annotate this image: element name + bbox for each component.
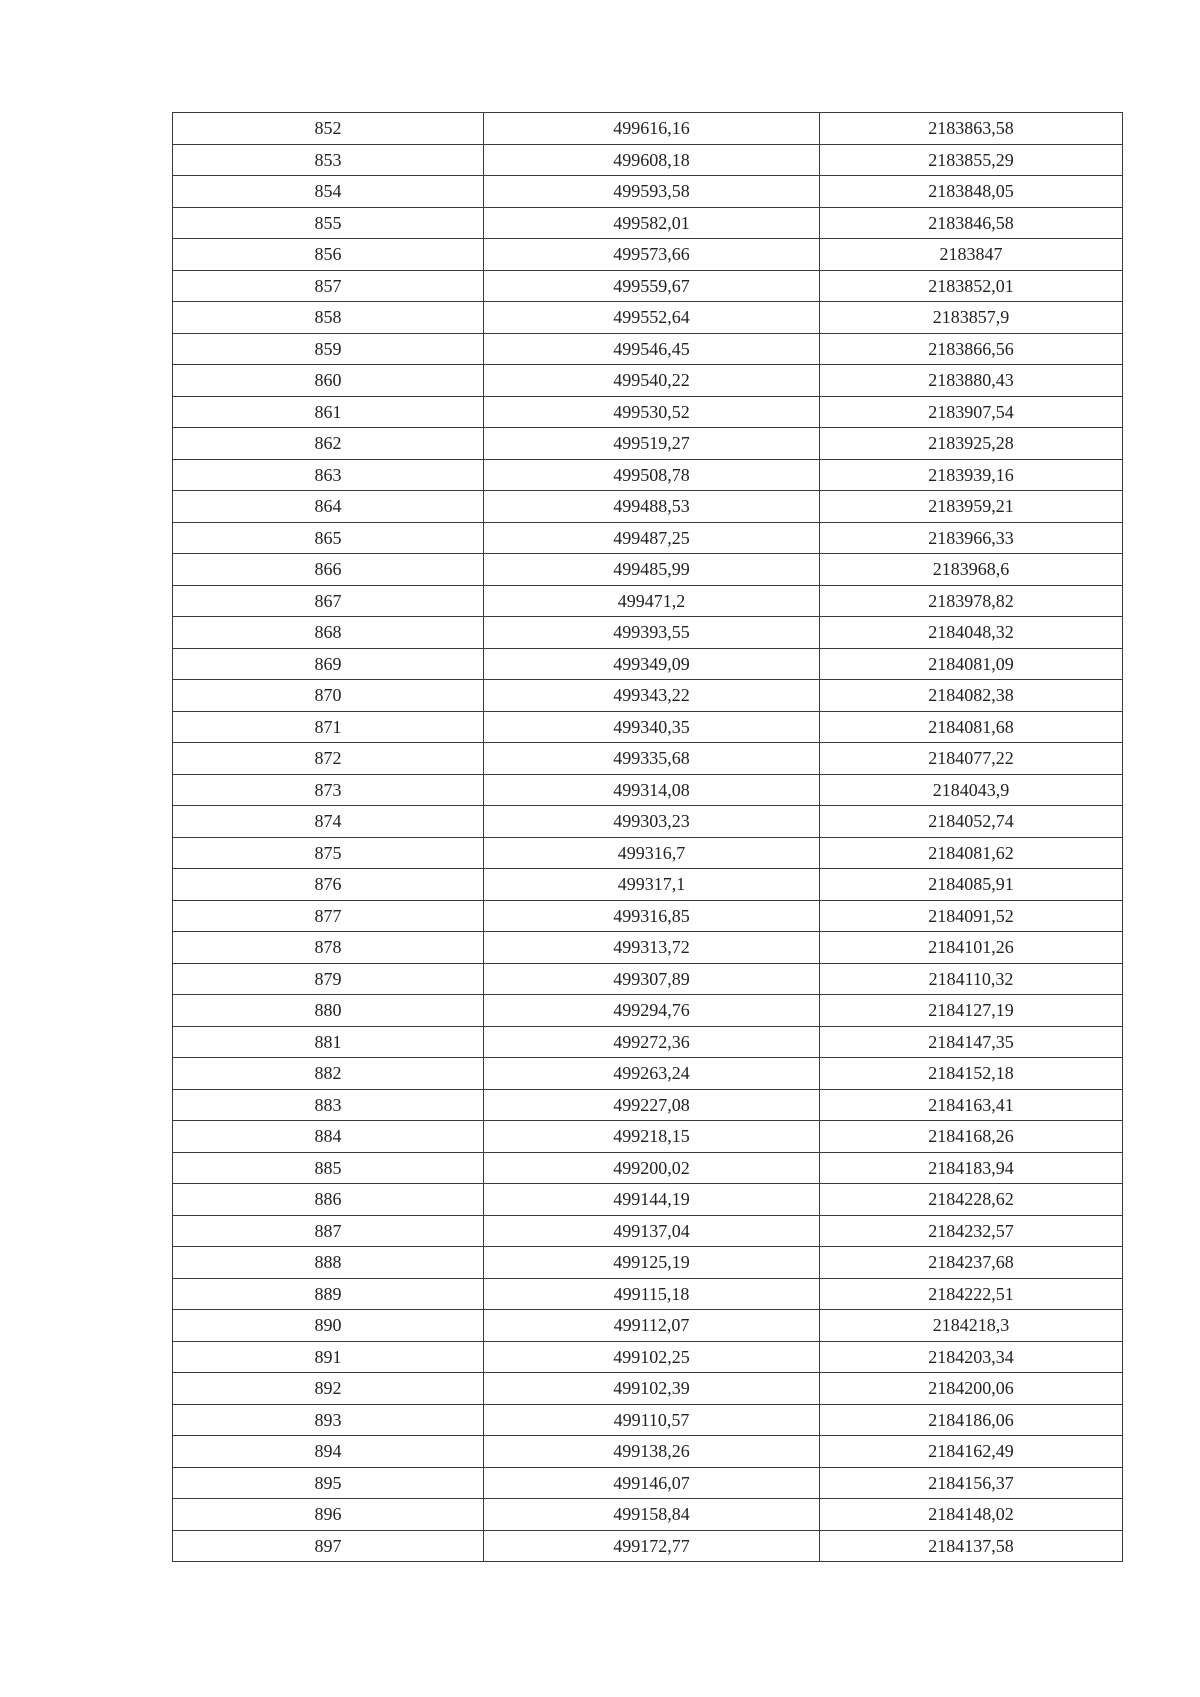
y-coordinate-cell: 2184048,32 (820, 617, 1123, 649)
y-coordinate-cell: 2184085,91 (820, 869, 1123, 901)
x-coordinate-cell: 499307,89 (484, 963, 820, 995)
y-coordinate-cell: 2183939,16 (820, 459, 1123, 491)
point-number-cell: 856 (173, 239, 484, 271)
point-number-cell: 875 (173, 837, 484, 869)
point-number-cell: 863 (173, 459, 484, 491)
table-row (173, 1341, 1123, 1373)
y-coordinate-cell: 2184127,19 (820, 995, 1123, 1027)
x-coordinate-cell: 499146,07 (484, 1467, 820, 1499)
x-coordinate-cell: 499343,22 (484, 680, 820, 712)
table-row (173, 995, 1123, 1027)
y-coordinate-cell: 2184232,57 (820, 1215, 1123, 1247)
table-row (173, 774, 1123, 806)
x-coordinate-cell: 499540,22 (484, 365, 820, 397)
x-coordinate-cell: 499144,19 (484, 1184, 820, 1216)
y-coordinate-cell: 2183866,56 (820, 333, 1123, 365)
point-number-cell: 854 (173, 176, 484, 208)
x-coordinate-cell: 499485,99 (484, 554, 820, 586)
point-number-cell: 890 (173, 1310, 484, 1342)
table-row (173, 459, 1123, 491)
y-coordinate-cell: 2183857,9 (820, 302, 1123, 334)
point-number-cell: 869 (173, 648, 484, 680)
point-number-cell: 862 (173, 428, 484, 460)
x-coordinate-cell: 499487,25 (484, 522, 820, 554)
y-coordinate-cell: 2184077,22 (820, 743, 1123, 775)
table-row (173, 1310, 1123, 1342)
table-row (173, 1499, 1123, 1531)
point-number-cell: 894 (173, 1436, 484, 1468)
coordinates-table (172, 112, 1123, 1562)
x-coordinate-cell: 499552,64 (484, 302, 820, 334)
y-coordinate-cell: 2183855,29 (820, 144, 1123, 176)
y-coordinate-cell: 2184043,9 (820, 774, 1123, 806)
y-coordinate-cell: 2183978,82 (820, 585, 1123, 617)
y-coordinate-cell: 2184101,26 (820, 932, 1123, 964)
point-number-cell: 872 (173, 743, 484, 775)
point-number-cell: 882 (173, 1058, 484, 1090)
point-number-cell: 877 (173, 900, 484, 932)
point-number-cell: 883 (173, 1089, 484, 1121)
x-coordinate-cell: 499172,77 (484, 1530, 820, 1562)
table-row (173, 680, 1123, 712)
y-coordinate-cell: 2184200,06 (820, 1373, 1123, 1405)
x-coordinate-cell: 499137,04 (484, 1215, 820, 1247)
table-row (173, 806, 1123, 838)
x-coordinate-cell: 499102,39 (484, 1373, 820, 1405)
x-coordinate-cell: 499608,18 (484, 144, 820, 176)
x-coordinate-cell: 499393,55 (484, 617, 820, 649)
y-coordinate-cell: 2183959,21 (820, 491, 1123, 523)
point-number-cell: 853 (173, 144, 484, 176)
x-coordinate-cell: 499519,27 (484, 428, 820, 460)
y-coordinate-cell: 2184228,62 (820, 1184, 1123, 1216)
table-row (173, 932, 1123, 964)
table-row (173, 1436, 1123, 1468)
point-number-cell: 892 (173, 1373, 484, 1405)
y-coordinate-cell: 2183848,05 (820, 176, 1123, 208)
table-row (173, 1373, 1123, 1405)
table-row (173, 1089, 1123, 1121)
x-coordinate-cell: 499110,57 (484, 1404, 820, 1436)
table-row (173, 113, 1123, 145)
x-coordinate-cell: 499340,35 (484, 711, 820, 743)
table-row (173, 554, 1123, 586)
x-coordinate-cell: 499200,02 (484, 1152, 820, 1184)
y-coordinate-cell: 2183847 (820, 239, 1123, 271)
x-coordinate-cell: 499508,78 (484, 459, 820, 491)
table-row (173, 522, 1123, 554)
table-row (173, 491, 1123, 523)
table-row (173, 176, 1123, 208)
point-number-cell: 889 (173, 1278, 484, 1310)
x-coordinate-cell: 499272,36 (484, 1026, 820, 1058)
x-coordinate-cell: 499471,2 (484, 585, 820, 617)
y-coordinate-cell: 2184091,52 (820, 900, 1123, 932)
table-row (173, 1184, 1123, 1216)
point-number-cell: 879 (173, 963, 484, 995)
x-coordinate-cell: 499263,24 (484, 1058, 820, 1090)
y-coordinate-cell: 2184222,51 (820, 1278, 1123, 1310)
y-coordinate-cell: 2184168,26 (820, 1121, 1123, 1153)
point-number-cell: 878 (173, 932, 484, 964)
y-coordinate-cell: 2183880,43 (820, 365, 1123, 397)
table-row (173, 743, 1123, 775)
y-coordinate-cell: 2184147,35 (820, 1026, 1123, 1058)
x-coordinate-cell: 499593,58 (484, 176, 820, 208)
point-number-cell: 857 (173, 270, 484, 302)
y-coordinate-cell: 2184163,41 (820, 1089, 1123, 1121)
point-number-cell: 896 (173, 1499, 484, 1531)
point-number-cell: 887 (173, 1215, 484, 1247)
table-row (173, 302, 1123, 334)
x-coordinate-cell: 499294,76 (484, 995, 820, 1027)
y-coordinate-cell: 2183852,01 (820, 270, 1123, 302)
table-row (173, 1026, 1123, 1058)
x-coordinate-cell: 499573,66 (484, 239, 820, 271)
table-row (173, 207, 1123, 239)
y-coordinate-cell: 2183968,6 (820, 554, 1123, 586)
point-number-cell: 861 (173, 396, 484, 428)
point-number-cell: 852 (173, 113, 484, 145)
table-row (173, 900, 1123, 932)
table-row (173, 365, 1123, 397)
y-coordinate-cell: 2184081,62 (820, 837, 1123, 869)
point-number-cell: 888 (173, 1247, 484, 1279)
y-coordinate-cell: 2184186,06 (820, 1404, 1123, 1436)
table-row (173, 1404, 1123, 1436)
y-coordinate-cell: 2184081,68 (820, 711, 1123, 743)
x-coordinate-cell: 499546,45 (484, 333, 820, 365)
table-row (173, 1247, 1123, 1279)
x-coordinate-cell: 499112,07 (484, 1310, 820, 1342)
y-coordinate-cell: 2183846,58 (820, 207, 1123, 239)
table-row (173, 837, 1123, 869)
x-coordinate-cell: 499158,84 (484, 1499, 820, 1531)
table-row (173, 585, 1123, 617)
point-number-cell: 866 (173, 554, 484, 586)
y-coordinate-cell: 2184152,18 (820, 1058, 1123, 1090)
x-coordinate-cell: 499313,72 (484, 932, 820, 964)
x-coordinate-cell: 499314,08 (484, 774, 820, 806)
point-number-cell: 860 (173, 365, 484, 397)
x-coordinate-cell: 499115,18 (484, 1278, 820, 1310)
point-number-cell: 870 (173, 680, 484, 712)
point-number-cell: 876 (173, 869, 484, 901)
table-row (173, 144, 1123, 176)
point-number-cell: 867 (173, 585, 484, 617)
table-row (173, 963, 1123, 995)
x-coordinate-cell: 499317,1 (484, 869, 820, 901)
x-coordinate-cell: 499218,15 (484, 1121, 820, 1153)
x-coordinate-cell: 499616,16 (484, 113, 820, 145)
point-number-cell: 858 (173, 302, 484, 334)
x-coordinate-cell: 499335,68 (484, 743, 820, 775)
coordinates-table-body (173, 113, 1123, 1562)
table-row (173, 396, 1123, 428)
table-row (173, 270, 1123, 302)
x-coordinate-cell: 499138,26 (484, 1436, 820, 1468)
x-coordinate-cell: 499102,25 (484, 1341, 820, 1373)
y-coordinate-cell: 2183863,58 (820, 113, 1123, 145)
y-coordinate-cell: 2184082,38 (820, 680, 1123, 712)
table-row (173, 1530, 1123, 1562)
x-coordinate-cell: 499488,53 (484, 491, 820, 523)
x-coordinate-cell: 499530,52 (484, 396, 820, 428)
point-number-cell: 871 (173, 711, 484, 743)
x-coordinate-cell: 499316,85 (484, 900, 820, 932)
point-number-cell: 873 (173, 774, 484, 806)
y-coordinate-cell: 2184183,94 (820, 1152, 1123, 1184)
x-coordinate-cell: 499316,7 (484, 837, 820, 869)
y-coordinate-cell: 2184156,37 (820, 1467, 1123, 1499)
x-coordinate-cell: 499125,19 (484, 1247, 820, 1279)
y-coordinate-cell: 2184162,49 (820, 1436, 1123, 1468)
table-row (173, 711, 1123, 743)
x-coordinate-cell: 499227,08 (484, 1089, 820, 1121)
point-number-cell: 895 (173, 1467, 484, 1499)
y-coordinate-cell: 2184218,3 (820, 1310, 1123, 1342)
point-number-cell: 891 (173, 1341, 484, 1373)
y-coordinate-cell: 2184148,02 (820, 1499, 1123, 1531)
y-coordinate-cell: 2183907,54 (820, 396, 1123, 428)
table-row (173, 1215, 1123, 1247)
point-number-cell: 855 (173, 207, 484, 239)
point-number-cell: 864 (173, 491, 484, 523)
y-coordinate-cell: 2184110,32 (820, 963, 1123, 995)
table-row (173, 648, 1123, 680)
point-number-cell: 868 (173, 617, 484, 649)
point-number-cell: 884 (173, 1121, 484, 1153)
table-row (173, 1467, 1123, 1499)
y-coordinate-cell: 2183925,28 (820, 428, 1123, 460)
x-coordinate-cell: 499559,67 (484, 270, 820, 302)
point-number-cell: 897 (173, 1530, 484, 1562)
y-coordinate-cell: 2183966,33 (820, 522, 1123, 554)
x-coordinate-cell: 499582,01 (484, 207, 820, 239)
point-number-cell: 880 (173, 995, 484, 1027)
y-coordinate-cell: 2184203,34 (820, 1341, 1123, 1373)
table-row (173, 617, 1123, 649)
x-coordinate-cell: 499349,09 (484, 648, 820, 680)
table-row (173, 239, 1123, 271)
y-coordinate-cell: 2184081,09 (820, 648, 1123, 680)
point-number-cell: 893 (173, 1404, 484, 1436)
y-coordinate-cell: 2184237,68 (820, 1247, 1123, 1279)
point-number-cell: 886 (173, 1184, 484, 1216)
point-number-cell: 881 (173, 1026, 484, 1058)
table-row (173, 1278, 1123, 1310)
y-coordinate-cell: 2184052,74 (820, 806, 1123, 838)
point-number-cell: 885 (173, 1152, 484, 1184)
table-row (173, 869, 1123, 901)
table-row (173, 1152, 1123, 1184)
x-coordinate-cell: 499303,23 (484, 806, 820, 838)
table-row (173, 1058, 1123, 1090)
table-row (173, 1121, 1123, 1153)
point-number-cell: 865 (173, 522, 484, 554)
table-row (173, 428, 1123, 460)
table-row (173, 333, 1123, 365)
point-number-cell: 874 (173, 806, 484, 838)
point-number-cell: 859 (173, 333, 484, 365)
y-coordinate-cell: 2184137,58 (820, 1530, 1123, 1562)
